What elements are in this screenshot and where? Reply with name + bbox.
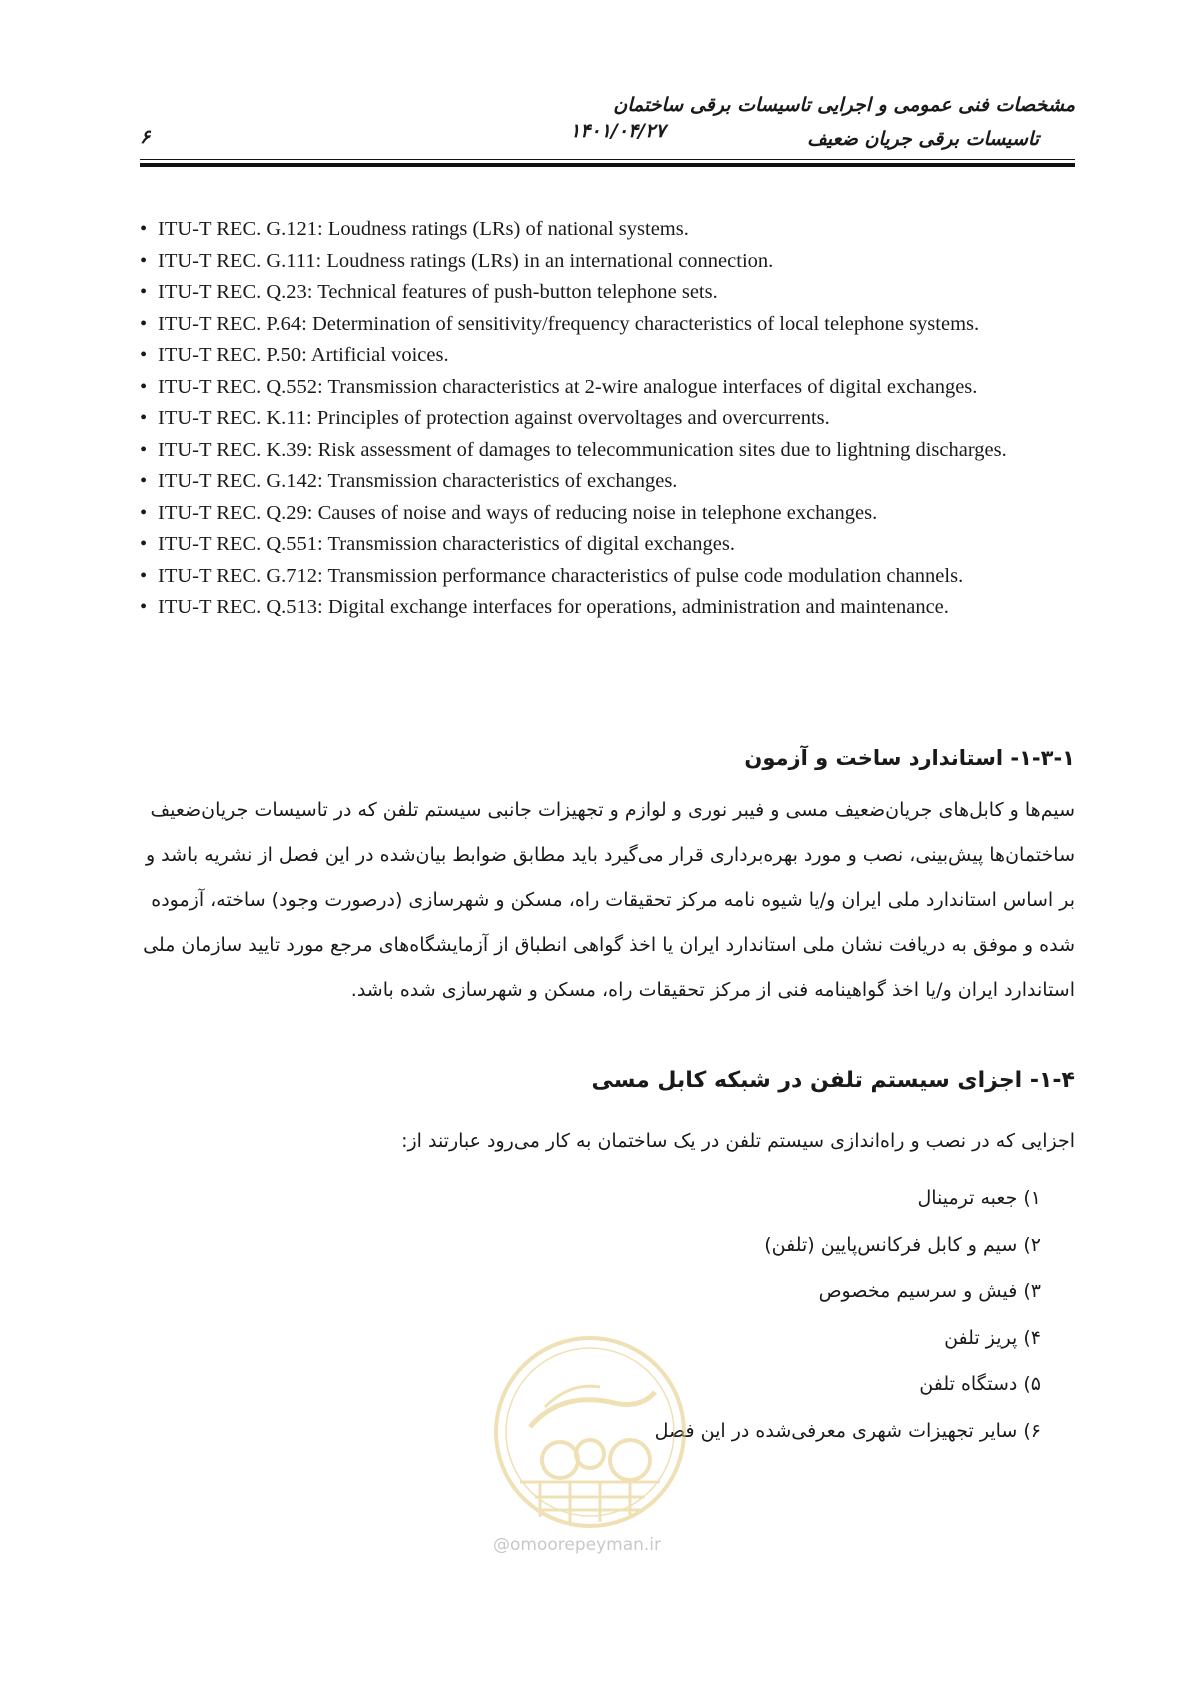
reference-item: • ITU-T REC. Q.29: Causes of noise and ways of reducing noise in telephone exchanges.	[140, 498, 1035, 530]
section-heading-1-3: ۱-۳-۱- استاندارد ساخت و آزمون	[744, 746, 1075, 770]
reference-item: • ITU-T REC. P.64: Determination of sensitivity/frequency characteristics of local telephone systems.	[140, 309, 1035, 341]
component-item: ۶) سایر تجهیزات شهری معرفی‌شده در این فصل	[654, 1419, 1041, 1442]
reference-item: • ITU-T REC. G.142: Transmission characteristics of exchanges.	[140, 466, 1035, 498]
reference-item: • ITU-T REC. K.11: Principles of protection against overvoltages and overcurrents.	[140, 403, 1035, 435]
paragraph-line: شده و موفق به دریافت نشان ملی استاندارد ایران یا اخذ گواهی انطباق از آزمایشگاه‌های مرجع مورد تایید سازمان ملی	[143, 934, 1075, 956]
section-heading-1-4: ۱-۴- اجزای سیستم تلفن در شبکه کابل مسی	[591, 1068, 1075, 1093]
watermark-url: @omoorepeyman.ir	[493, 1535, 662, 1555]
page-header	[140, 86, 1075, 166]
reference-item: • ITU-T REC. P.50: Artificial voices.	[140, 340, 1035, 372]
section-1-4-intro: اجزایی که در نصب و راه‌اندازی سیستم تلفن در یک ساختمان به کار می‌رود عبارتند از:	[401, 1130, 1075, 1152]
header-rule-thick	[140, 163, 1075, 167]
reference-item: • ITU-T REC. Q.23: Technical features of push-button telephone sets.	[140, 277, 1035, 309]
component-list	[655, 1175, 1075, 1454]
reference-item: • ITU-T REC. Q.552: Transmission characteristics at 2-wire analogue interfaces of digital exchanges.	[140, 372, 1035, 404]
reference-item: • ITU-T REC. K.39: Risk assessment of damages to telecommunication sites due to lightning discharges.	[140, 435, 1035, 467]
reference-item: • ITU-T REC. Q.551: Transmission characteristics of digital exchanges.	[140, 529, 1035, 561]
paragraph-line: استاندارد ایران و/یا اخذ گواهینامه فنی از مرکز تحقیقات راه، مسکن و شهرسازی شده باشد.	[350, 979, 1075, 1001]
component-item: ۵) دستگاه تلفن	[919, 1373, 1041, 1395]
component-item: ۱) جعبه ترمینال	[917, 1187, 1041, 1209]
component-item: ۳) فیش و سرسیم مخصوص	[818, 1280, 1041, 1302]
reference-item: • ITU-T REC. G.712: Transmission performance characteristics of pulse code modulation channels.	[140, 561, 1035, 593]
paragraph-line: بر اساس استاندارد ملی ایران و/یا شیوه نامه مرکز تحقیقات راه، مسکن و شهرسازی (درصورت وجود) ساخته، آزموده	[151, 889, 1075, 911]
reference-list	[140, 214, 1035, 624]
watermark-seal-icon	[490, 1332, 690, 1532]
reference-item: • ITU-T REC. G.121: Loudness ratings (LRs) of national systems.	[140, 214, 1035, 246]
component-item: ۲) سیم و کابل فرکانس‌پایین (تلفن)	[764, 1233, 1041, 1256]
page-number: ۶	[140, 126, 151, 148]
document-date: ۱۴۰۱/۰۴/۲۷	[570, 120, 666, 142]
reference-item: • ITU-T REC. G.111: Loudness ratings (LRs) in an international connection.	[140, 246, 1035, 278]
section-1-3-paragraph	[140, 788, 1075, 1013]
chapter-title: تاسیسات برقی جریان ضعیف	[807, 128, 1039, 150]
paragraph-line: ساختمان‌ها پیش‌بینی، نصب و مورد بهره‌برداری قرار می‌گیرد باید مطابق ضوابط بیان‌شده در این فصل از نشریه باشد و	[145, 844, 1075, 866]
reference-item: • ITU-T REC. Q.513: Digital exchange interfaces for operations, administration and maintenance.	[140, 592, 1035, 624]
component-item: ۴) پریز تلفن	[944, 1326, 1041, 1349]
header-rule-thin	[140, 159, 1075, 160]
document-title: مشخصات فنی عمومی و اجرایی تاسیسات برقی ساختمان	[613, 94, 1075, 116]
paragraph-line: سیم‌ها و کابل‌های جریان‌ضعیف مسی و فیبر نوری و لوازم و تجهیزات جانبی سیستم تلفن که در تاسیسات جریان‌ضعیف	[150, 799, 1075, 821]
